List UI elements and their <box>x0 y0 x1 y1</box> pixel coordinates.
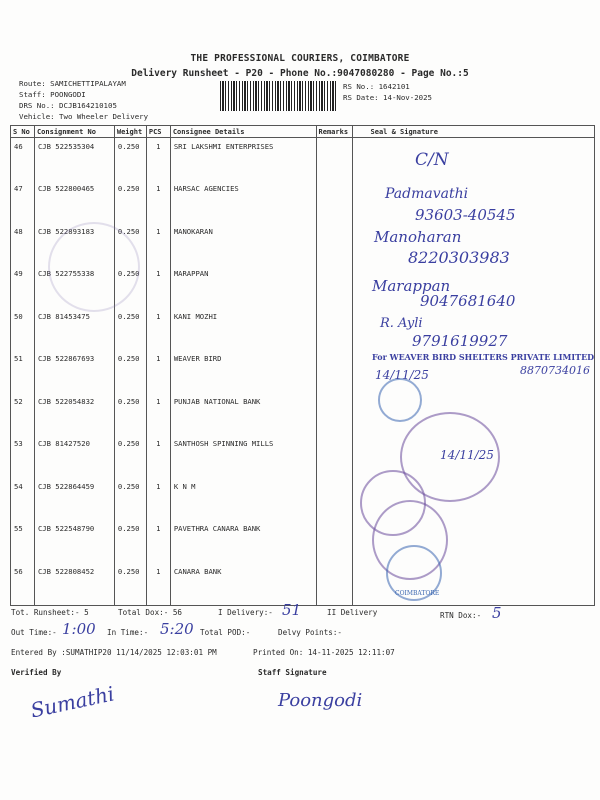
handwritten-name: Manoharan <box>374 228 462 246</box>
row-consignment: CJB 522867693 <box>34 350 114 393</box>
row-consignee: MANOKARAN <box>170 223 316 266</box>
company-stamp-text: For WEAVER BIRD SHELTERS PRIVATE LIMITED <box>372 352 595 362</box>
row-seal <box>352 138 594 181</box>
row-weight: 0.250 <box>114 520 146 563</box>
table-row <box>11 138 595 181</box>
row-consignee: SRI LAKSHMI ENTERPRISES <box>170 138 316 181</box>
row-remarks <box>316 478 352 521</box>
row-pcs: 1 <box>146 138 170 181</box>
company-title: THE PROFESSIONAL COURIERS, COIMBATORE <box>190 53 410 64</box>
row-consignee: PAVETHRA CANARA BANK <box>170 520 316 563</box>
row-weight: 0.250 <box>114 223 146 266</box>
row-pcs: 1 <box>146 350 170 393</box>
row-sno: 51 <box>11 350 35 393</box>
staff-signature-label: Staff Signature <box>258 668 327 677</box>
drs-number: DRS No.: DCJB164210105 <box>19 101 117 110</box>
handwritten-phone: 8870734016 <box>520 364 590 377</box>
col-sno: S No <box>11 126 35 138</box>
ii-delivery: II Delivery <box>327 608 378 617</box>
table-row <box>11 393 595 436</box>
row-consignee: MARAPPAN <box>170 265 316 308</box>
col-consignment: Consignment No <box>34 126 114 138</box>
row-consignee: SANTHOSH SPINNING MILLS <box>170 435 316 478</box>
row-consignment: CJB 522054832 <box>34 393 114 436</box>
row-consignee: PUNJAB NATIONAL BANK <box>170 393 316 436</box>
row-consignment: CJB 522864459 <box>34 478 114 521</box>
row-pcs: 1 <box>146 223 170 266</box>
row-weight: 0.250 <box>114 138 146 181</box>
row-consignee: HARSAC AGENCIES <box>170 180 316 223</box>
row-consignee: CANARA BANK <box>170 563 316 606</box>
row-sno: 49 <box>11 265 35 308</box>
row-remarks <box>316 138 352 181</box>
row-sno: 47 <box>11 180 35 223</box>
row-consignment: CJB 522893183 <box>34 223 114 266</box>
row-consignment: CJB 81453475 <box>34 308 114 351</box>
verified-signature: Sumathi <box>28 681 117 723</box>
rs-date: RS Date: 14-Nov-2025 <box>343 93 432 102</box>
row-pcs: 1 <box>146 180 170 223</box>
table-row <box>11 520 595 563</box>
row-weight: 0.250 <box>114 308 146 351</box>
out-time: Out Time:- <box>11 628 57 637</box>
row-consignee: WEAVER BIRD <box>170 350 316 393</box>
rtn-dox: RTN Dox:- <box>440 611 482 620</box>
row-pcs: 1 <box>146 308 170 351</box>
total-dox: Total Dox:- 56 <box>118 608 183 617</box>
table-header-row <box>11 126 595 138</box>
row-remarks <box>316 520 352 563</box>
row-weight: 0.250 <box>114 478 146 521</box>
row-consignee: K N M <box>170 478 316 521</box>
row-weight: 0.250 <box>114 180 146 223</box>
col-pcs: PCS <box>146 126 170 138</box>
row-remarks <box>316 223 352 266</box>
table-row <box>11 563 595 606</box>
staff-signature: Poongodi <box>278 690 363 711</box>
entered-by: Entered By :SUMATHIP20 11/14/2025 12:03:01 PM <box>11 648 217 657</box>
faint-rubber-stamp <box>48 222 140 312</box>
row-pcs: 1 <box>146 478 170 521</box>
delivery-table <box>10 125 595 606</box>
handwritten-note: C/N <box>415 150 449 170</box>
row-sno: 55 <box>11 520 35 563</box>
rs-number: RS No.: 1642101 <box>343 82 410 91</box>
row-remarks <box>316 180 352 223</box>
row-remarks <box>316 393 352 436</box>
row-sno: 52 <box>11 393 35 436</box>
row-consignment: CJB 522755338 <box>34 265 114 308</box>
row-sno: 46 <box>11 138 35 181</box>
row-consignment: CJB 81427520 <box>34 435 114 478</box>
row-pcs: 1 <box>146 265 170 308</box>
table-row <box>11 478 595 521</box>
handwritten-date: 14/11/25 <box>440 448 494 462</box>
row-sno: 56 <box>11 563 35 606</box>
row-sno: 50 <box>11 308 35 351</box>
row-weight: 0.250 <box>114 435 146 478</box>
i-delivery: I Delivery:- <box>218 608 273 617</box>
row-remarks <box>316 265 352 308</box>
table-row <box>11 435 595 478</box>
row-remarks <box>316 350 352 393</box>
handwritten-out-time: 1:00 <box>62 620 96 638</box>
handwritten-rtn-dox: 5 <box>492 604 502 622</box>
runsheet-subtitle: Delivery Runsheet - P20 - Phone No.:9047080280 - Page No.:5 <box>131 68 469 79</box>
row-weight: 0.250 <box>114 393 146 436</box>
col-weight: Weight <box>114 126 146 138</box>
handwritten-name: Marappan <box>372 277 451 295</box>
row-sno: 53 <box>11 435 35 478</box>
col-consignee: Consignee Details <box>170 126 316 138</box>
row-weight: 0.250 <box>114 563 146 606</box>
route-label: Route: SAMICHETTIPALAYAM <box>19 79 126 88</box>
row-consignee: KANI MOZHI <box>170 308 316 351</box>
row-sno: 48 <box>11 223 35 266</box>
in-time: In Time:- <box>107 628 149 637</box>
handwritten-i-delivery: 51 <box>282 601 302 619</box>
row-consignment: CJB 522808452 <box>34 563 114 606</box>
row-weight: 0.250 <box>114 350 146 393</box>
handwritten-phone: 8220303983 <box>408 248 510 267</box>
handwritten-phone: 9047681640 <box>420 292 516 310</box>
rubber-stamp <box>378 378 422 422</box>
staff-label: Staff: POONGODI <box>19 90 86 99</box>
row-consignment: CJB 522548790 <box>34 520 114 563</box>
row-pcs: 1 <box>146 563 170 606</box>
row-weight: 0.250 <box>114 265 146 308</box>
total-runsheet: Tot. Runsheet:- 5 <box>11 608 89 617</box>
col-remarks: Remarks <box>316 126 352 138</box>
col-seal: Seal & Signature <box>352 126 594 138</box>
row-remarks <box>316 563 352 606</box>
handwritten-in-time: 5:20 <box>160 620 194 638</box>
delivery-points: Delvy Points:- <box>278 628 343 637</box>
handwritten-date: 14/11/25 <box>375 368 429 382</box>
row-remarks <box>316 435 352 478</box>
handwritten-phone: 9791619927 <box>412 332 508 350</box>
row-consignment: CJB 522800465 <box>34 180 114 223</box>
handwritten-name: R. Ayli <box>380 316 423 331</box>
row-sno: 54 <box>11 478 35 521</box>
row-consignment: CJB 522535304 <box>34 138 114 181</box>
row-pcs: 1 <box>146 520 170 563</box>
barcode <box>220 81 338 111</box>
row-pcs: 1 <box>146 393 170 436</box>
row-remarks <box>316 308 352 351</box>
printed-on: Printed On: 14-11-2025 12:11:07 <box>253 648 395 657</box>
handwritten-phone: 93603-40545 <box>415 206 516 224</box>
handwritten-name: Padmavathi <box>385 186 469 202</box>
total-pod: Total POD:- <box>200 628 251 637</box>
row-pcs: 1 <box>146 435 170 478</box>
stamp-text: COIMBATORE <box>395 590 440 597</box>
vehicle-label: Vehicle: Two Wheeler Delivery <box>19 112 149 121</box>
verified-by-label: Verified By <box>11 668 62 677</box>
